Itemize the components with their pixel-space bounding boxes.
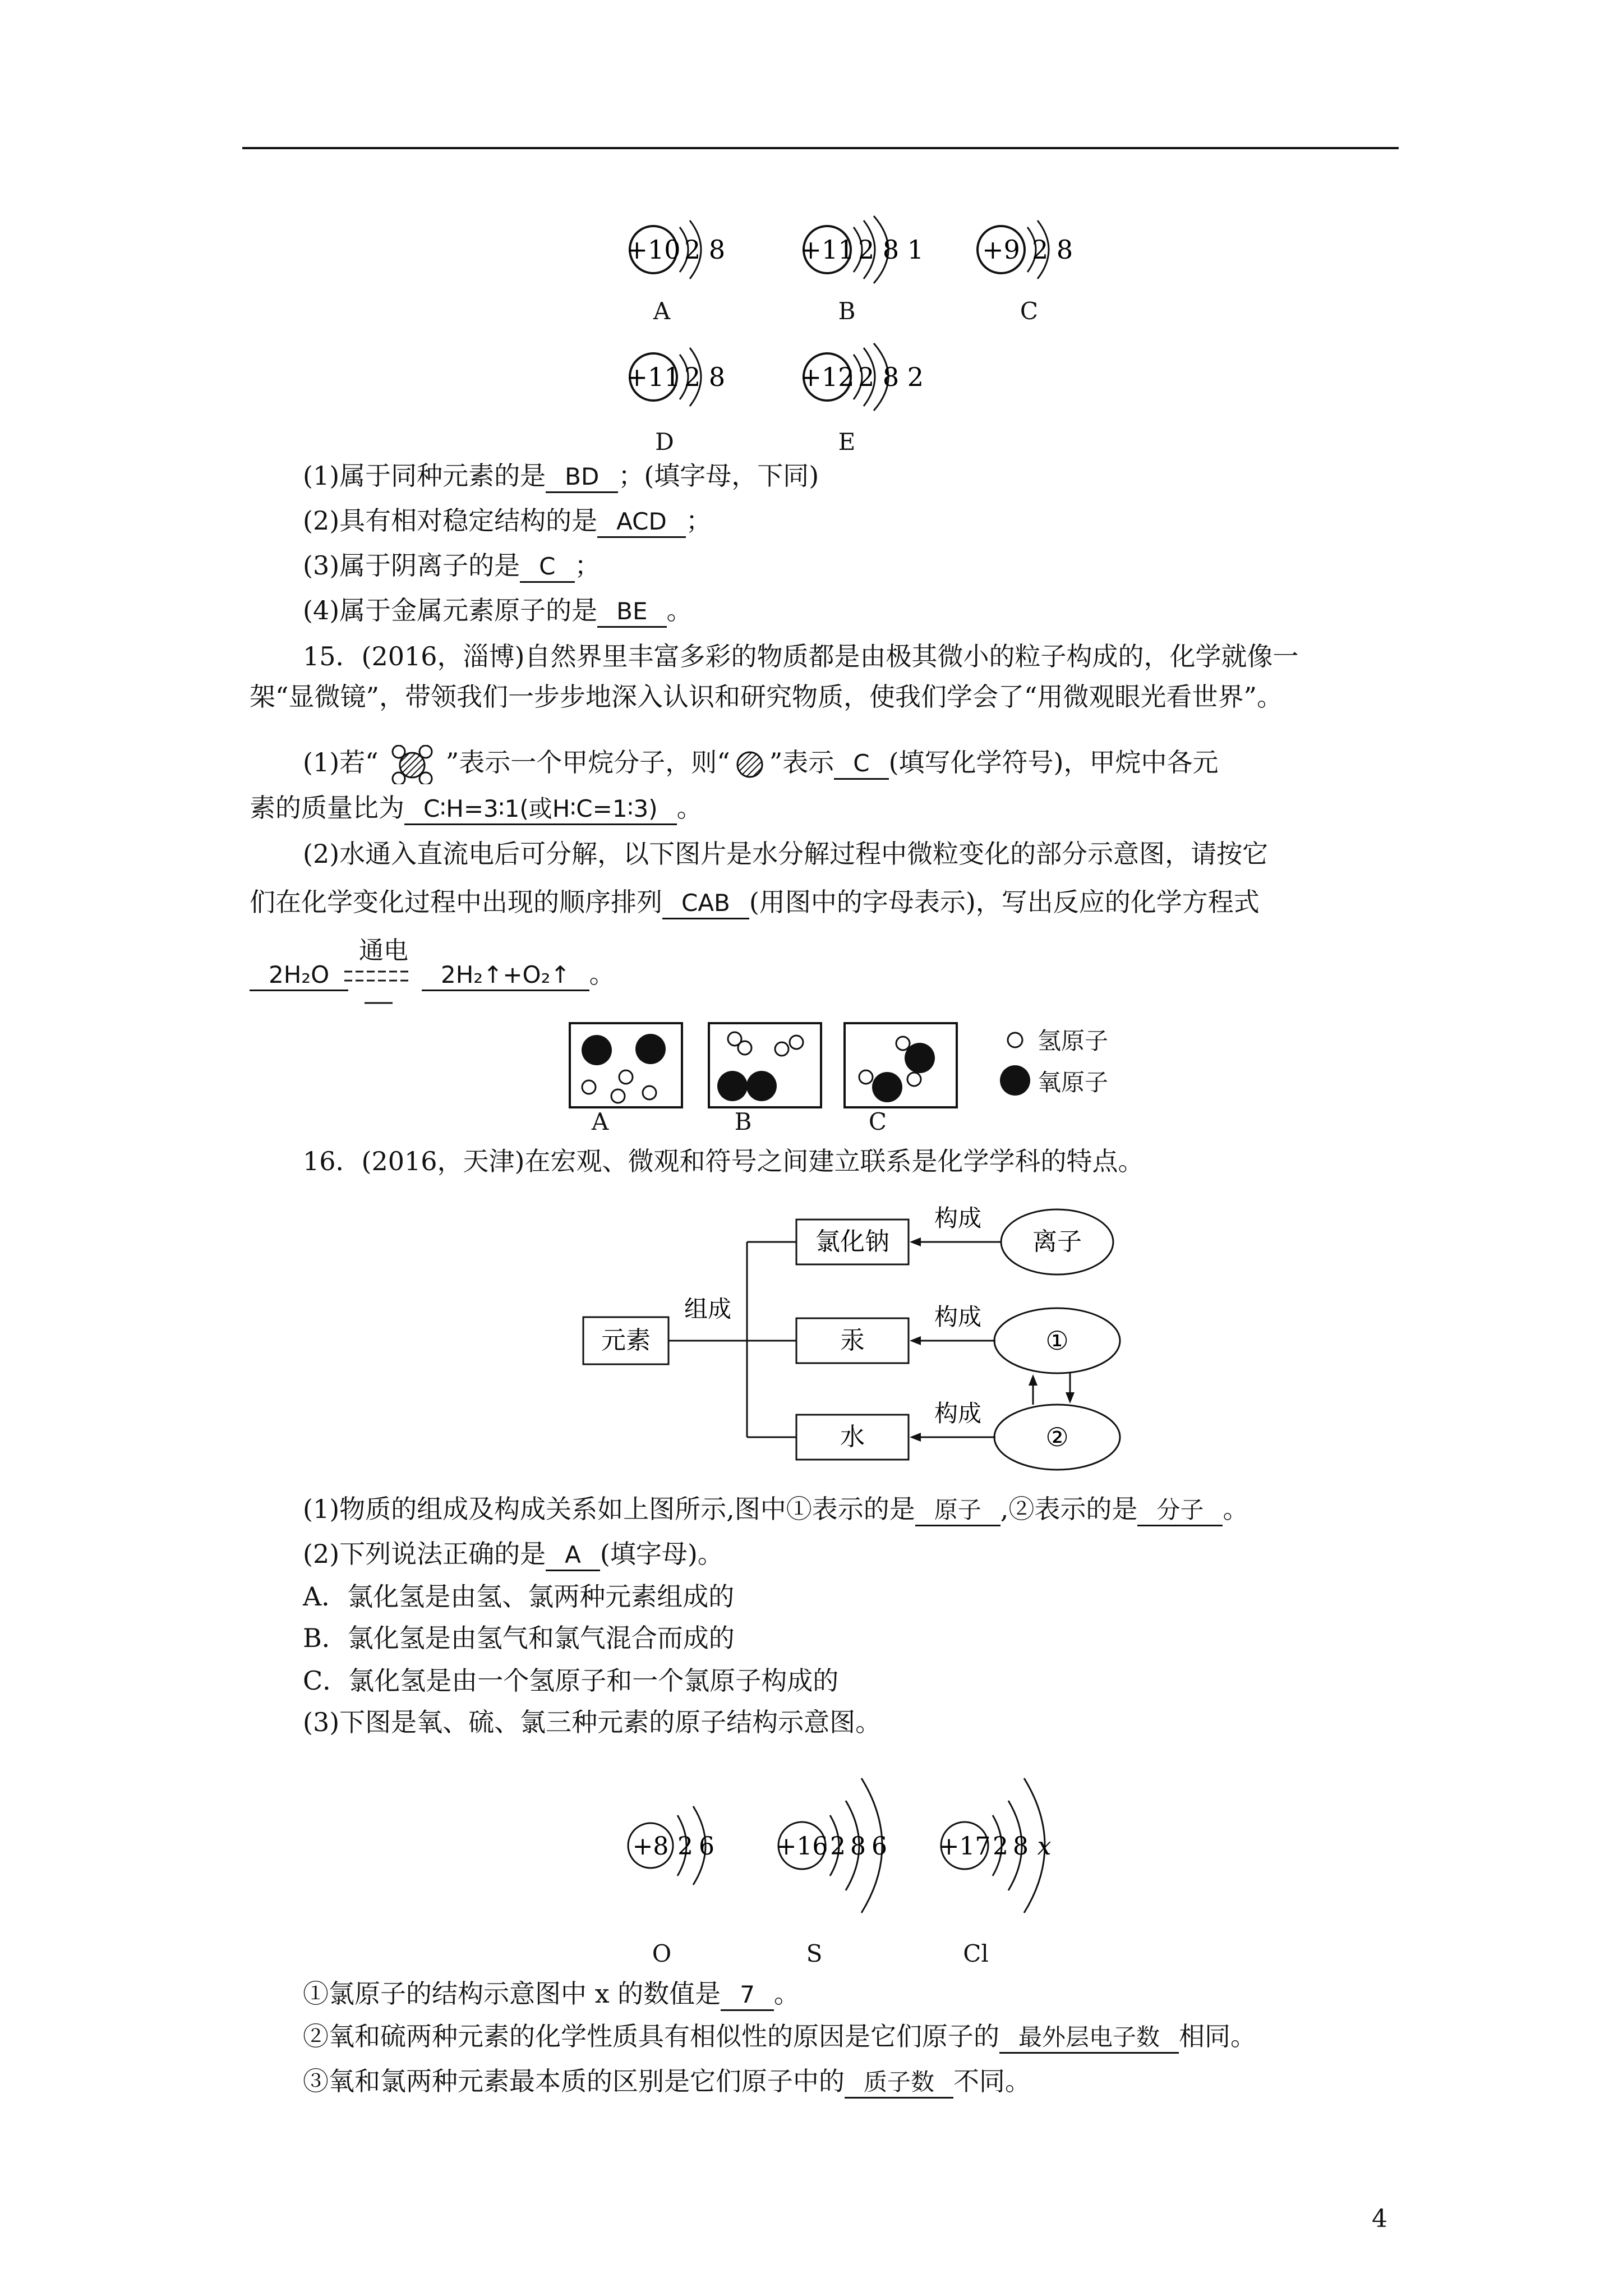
svg-text:+10: +10	[626, 234, 681, 265]
q15-part2-line1: (2)水通入直流电后可分解，以下图片是水分解过程中微粒变化的部分示意图，请按它	[303, 839, 1269, 869]
q15-stem-line2: 架“显微镜”，带领我们一步步地深入认识和研究物质，使我们学会了“用微观眼光看世界”。	[250, 682, 1283, 712]
box-label-b: B	[734, 1108, 752, 1135]
q16-sub1: ①氯原子的结构示意图中 x 的数值是 7 。	[303, 1977, 800, 2011]
atom-diagram-c	[976, 216, 1110, 291]
svg-text:8: 8	[850, 1832, 866, 1861]
header-rule	[242, 147, 1399, 149]
svg-text:x: x	[1037, 1832, 1052, 1861]
atom-diagram-a	[628, 216, 763, 291]
svg-text:2 8 2: 2 8 2	[858, 362, 924, 392]
answer-blank: C∶H=3∶1(或H∶C=1∶3)	[404, 794, 677, 825]
atom-label-a: A	[653, 297, 671, 325]
q14-item-3: (3)属于阴离子的是 C ；	[303, 549, 601, 583]
box-label-c: C	[868, 1108, 887, 1135]
answer-blank: A	[546, 1540, 600, 1571]
node-element: 元素	[601, 1326, 651, 1355]
svg-text:+17: +17	[938, 1832, 991, 1861]
label-compose: 组成	[684, 1295, 732, 1323]
atom-label-s: S	[806, 1940, 823, 1967]
answer-blank: ACD	[597, 507, 686, 538]
svg-text:+16: +16	[776, 1832, 828, 1861]
atom-label-cl: Cl	[963, 1940, 989, 1967]
svg-text:+12: +12	[800, 362, 855, 392]
node-circle-2: ②	[1045, 1422, 1069, 1452]
answer-blank: C	[520, 552, 574, 583]
atom-label-b: B	[838, 297, 856, 325]
answer-blank: BE	[597, 597, 666, 628]
q16-sub3: ③氧和氯两种元素最本质的区别是它们原子中的 质子数 不同。	[303, 2064, 1031, 2099]
answer-blank: C	[834, 749, 888, 780]
box-label-a: A	[591, 1108, 609, 1135]
atom-label-e: E	[838, 428, 856, 455]
svg-text:2 8: 2 8	[684, 234, 726, 265]
q15-part2-line2: 们在化学变化过程中出现的顺序排列 CAB (用图中的字母表示)，写出反应的化学方程式	[250, 885, 1260, 919]
equals-sign-icon	[344, 968, 417, 1007]
q16-option-b: B．氯化氢是由氢气和氯气混合而成的	[303, 1623, 735, 1653]
q15-part1-line1: (1)若“ ”表示一个甲烷分子，则“ ”表示 C (填写化学符号)，甲烷中各元	[303, 745, 1219, 784]
svg-text:+11: +11	[800, 234, 855, 265]
atom-diagram-e	[802, 343, 948, 418]
q14-item-2: (2)具有相对稳定结构的是 ACD ；	[303, 504, 712, 538]
equation-right: 2H₂↑+O₂↑	[422, 960, 589, 991]
q16-part3: (3)下图是氧、硫、氯三种元素的原子结构示意图。	[303, 1707, 882, 1737]
answer-blank: 原子	[915, 1496, 1000, 1526]
svg-text:2 8: 2 8	[1032, 234, 1073, 265]
label-build-1: 构成	[934, 1204, 982, 1232]
atom-label-o: O	[652, 1940, 672, 1967]
q14-item-1: (1)属于同种元素的是 BD ；(填字母，下同)	[303, 459, 819, 493]
q14-item-4: (4)属于金属元素原子的是 BE 。	[303, 593, 693, 628]
answer-blank: 分子	[1137, 1496, 1223, 1526]
svg-text:2 8 1: 2 8 1	[858, 234, 924, 265]
svg-text:6: 6	[872, 1832, 887, 1861]
label-build-2: 构成	[934, 1303, 982, 1331]
oxygen-atom-diagram	[628, 1806, 714, 1885]
answer-blank: 最外层电子数	[999, 2023, 1179, 2054]
q15-part1-line2: 素的质量比为 C∶H=3∶1(或H∶C=1∶3) 。	[250, 791, 703, 825]
oxygen-sulfur-chlorine-diagrams	[623, 1761, 1088, 1941]
legend-oxygen: 氧原子	[1038, 1069, 1109, 1096]
carbon-atom-icon	[730, 748, 769, 781]
answer-blank: 7	[721, 1980, 774, 2011]
svg-text:2: 2	[830, 1832, 846, 1861]
svg-text:+8: +8	[632, 1832, 669, 1861]
atom-label-c: C	[1020, 297, 1039, 325]
svg-text:2: 2	[677, 1832, 693, 1861]
legend-hydrogen: 氢原子	[1038, 1027, 1109, 1055]
q16-option-a: A．氯化氢是由氢、氯两种元素组成的	[303, 1581, 735, 1612]
composition-diagram	[578, 1195, 1138, 1481]
svg-text:+9: +9	[982, 234, 1020, 265]
equation-left: 2H₂O	[250, 960, 348, 991]
q15-stem-line1: 15．(2016，淄博)自然界里丰富多彩的物质都是由极其微小的粒子构成的，化学就像一	[303, 641, 1299, 671]
atom-diagram-b	[802, 216, 948, 291]
svg-text:2: 2	[993, 1832, 1008, 1861]
label-build-3: 构成	[934, 1400, 982, 1427]
page-number: 4	[1372, 2205, 1387, 2233]
q16-part1: (1)物质的组成及构成关系如上图所示,图中①表示的是 原子 ,②表示的是 分子 。	[303, 1492, 1248, 1526]
node-water: 水	[840, 1423, 865, 1451]
answer-blank: BD	[546, 462, 618, 493]
q16-stem: 16．(2016，天津)在宏观、微观和符号之间建立联系是化学学科的特点。	[303, 1146, 1144, 1176]
node-sodium-chloride: 氯化钠	[815, 1227, 889, 1256]
q16-sub2: ②氧和硫两种元素的化学性质具有相似性的原因是它们原子的 最外层电子数 相同。	[303, 2019, 1256, 2054]
q16-option-c: C．氯化氢是由一个氢原子和一个氯原子构成的	[303, 1665, 839, 1696]
node-circle-1: ①	[1045, 1326, 1069, 1356]
node-ion: 离子	[1032, 1227, 1082, 1256]
chlorine-atom-diagram	[939, 1778, 1052, 1913]
svg-text:2 8: 2 8	[684, 362, 726, 392]
atom-label-d: D	[655, 428, 674, 455]
answer-blank: 质子数	[845, 2068, 953, 2099]
svg-text:+11: +11	[626, 362, 681, 392]
methane-molecule-icon	[379, 745, 446, 784]
svg-text:6: 6	[699, 1832, 714, 1861]
atom-diagram-d	[628, 343, 763, 418]
equation-condition: 通电	[359, 936, 408, 965]
q16-part2: (2)下列说法正确的是 A (填字母)。	[303, 1537, 723, 1571]
node-mercury: 汞	[840, 1326, 865, 1355]
svg-text:8: 8	[1013, 1832, 1029, 1861]
answer-blank: CAB	[662, 889, 749, 919]
sulfur-atom-diagram	[776, 1778, 887, 1913]
